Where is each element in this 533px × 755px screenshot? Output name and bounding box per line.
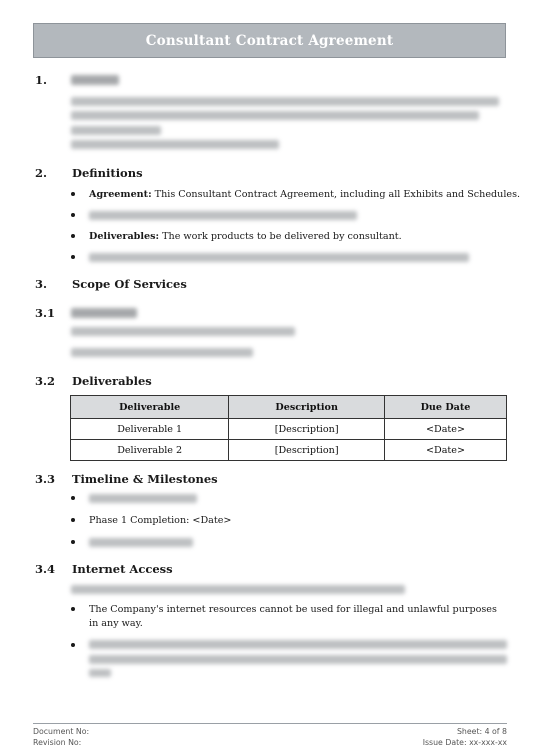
redacted-text	[89, 494, 197, 503]
bullet-icon	[71, 518, 75, 522]
redacted-text	[89, 669, 111, 677]
redacted-text	[71, 585, 405, 594]
redacted-text	[89, 538, 193, 547]
redacted-text	[89, 655, 507, 664]
column-header: Description	[229, 396, 385, 419]
deliverables-table	[70, 395, 507, 461]
section-title: Definitions	[72, 166, 143, 180]
section-number: 3.3	[35, 472, 56, 486]
redacted-text	[71, 97, 499, 106]
definition-term: Agreement:	[89, 189, 152, 200]
footer-divider	[33, 723, 507, 724]
table-cell: Deliverable 2	[71, 440, 229, 461]
section-title: Internet Access	[72, 562, 173, 576]
bullet-icon	[71, 607, 75, 611]
section-title: Scope Of Services	[72, 277, 187, 291]
definition-text: This Consultant Contract Agreement, including all Exhibits and Schedules.	[151, 189, 521, 200]
section-number: 1.	[35, 73, 48, 87]
definition-term: Deliverables:	[89, 231, 160, 242]
bullet-icon	[71, 213, 75, 217]
table-row	[71, 419, 507, 440]
footer-issue-date: Issue Date: xx-xxx-xx	[422, 738, 507, 747]
redacted-heading	[71, 75, 119, 85]
redacted-text	[71, 327, 295, 336]
definition-text: The work products to be delivered by consultant.	[159, 231, 402, 242]
bullet-icon	[71, 540, 75, 544]
footer-revision-no: Revision No:	[33, 738, 82, 747]
redacted-text	[71, 111, 479, 120]
timeline-item-text: Phase 1 Completion: <Date>	[89, 515, 232, 526]
section-number: 3.4	[35, 562, 56, 576]
section-title: Deliverables	[72, 374, 152, 388]
redacted-text	[89, 640, 507, 649]
section-number: 2.	[35, 166, 48, 180]
bullet-icon	[71, 192, 75, 196]
redacted-text	[89, 253, 469, 262]
redacted-text	[71, 126, 161, 135]
document-title-bar	[33, 23, 506, 58]
document-title: Consultant Contract Agreement	[145, 32, 394, 49]
table-cell: [Description]	[229, 440, 385, 461]
table-cell: <Date>	[384, 419, 506, 440]
bullet-icon	[71, 234, 75, 238]
column-header: Deliverable	[71, 396, 229, 419]
table-cell: <Date>	[384, 440, 506, 461]
column-header: Due Date	[384, 396, 506, 419]
table-cell: [Description]	[229, 419, 385, 440]
internet-item-text: The Company's internet resources cannot be used for illegal and unlawful purposes in any way.	[89, 604, 497, 629]
section-title: Timeline & Milestones	[72, 472, 218, 486]
table-cell: Deliverable 1	[71, 419, 229, 440]
section-number: 3.2	[35, 374, 56, 388]
section-number: 3.1	[35, 306, 56, 320]
footer-sheet: Sheet: 4 of 8	[456, 727, 507, 736]
redacted-bullet-text	[71, 348, 253, 357]
footer-document-no: Document No:	[33, 727, 90, 736]
redacted-heading	[71, 308, 137, 318]
bullet-icon	[71, 643, 75, 647]
section-number: 3.	[35, 277, 48, 291]
bullet-icon	[71, 255, 75, 259]
redacted-text	[89, 211, 357, 220]
table-row	[71, 440, 507, 461]
redacted-text	[71, 140, 279, 149]
table-header-row	[71, 396, 507, 419]
bullet-icon	[71, 496, 75, 500]
